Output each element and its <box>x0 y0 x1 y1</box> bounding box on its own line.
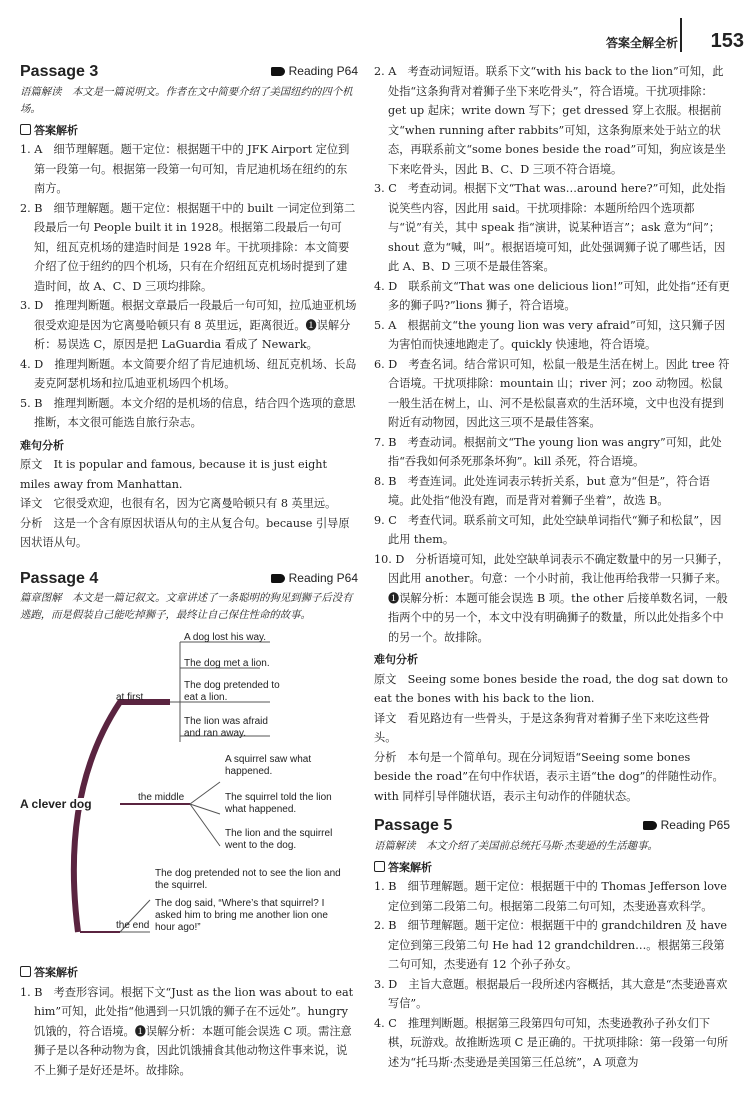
passage-5-answers-heading: 答案解析 <box>374 858 730 878</box>
story-mindmap <box>20 632 358 957</box>
pointing-hand-icon <box>643 821 657 830</box>
passage-3-intro: 语篇解读 本文是一篇说明文。作者在文中简要介绍了美国纽约的四个机场。 <box>20 85 353 115</box>
passage-3-original: 原文 It is popular and famous, because it is just eight miles away from Manhattan. <box>20 458 328 491</box>
passage-5-title-row <box>374 816 730 836</box>
passage-3-answer-4: 4. D 推理判断题。本文简要介绍了肯尼迪机场、纽瓦克机场、长岛麦克阿瑟机场和拉瓜迪亚机场四个机场。 <box>20 357 357 390</box>
mindmap-branch-end: the end <box>116 920 150 931</box>
passage-4-answer-8: 8. B 考查连词。此处连词表示转折关系，but 意为“但是”，符合语境。此处指“他没有跑，而是背对着狮子坐着”，故选 B。 <box>374 474 710 507</box>
mindmap-end-1: The dog pretended not to see the lion and the squirrel. <box>155 868 341 891</box>
passage-3-title: Passage 3 <box>20 63 99 80</box>
passage-4-answer-3: 3. C 考查动词。根据下文“That was…around here?”可知，此处指说笑些内容，因此用 said。干扰项排除：本题所给四个选项都与“说”有关，其中 speak 指“演讲，说某种语言”；ask 意为“问”；shout 意为“喊，叫”。根据语境可知，此处强调狮子说了哪些话，因此 A、B、D 三项不是最佳答案。 <box>374 182 726 273</box>
passage-3-answer-2: 2. B 细节理解题。题干定位：根据题干中的 built 一词定位到第二段最后一句 People built it in 1928。根据第二段最后一句可知，纽瓦克机场的建造时间是 1928 年。干扰项排除：本文简要介绍了位于纽约的四个机场，只有在介绍纽瓦克机场时提到了建造时间，故 A、C、D 三项均排除。 <box>20 201 356 293</box>
passage-3-answer-5: 5. B 推理判断题。本文介绍的是机场的信息，结合四个选项的意思推断，本文很可能选自旅行杂志。 <box>20 396 356 429</box>
pointing-hand-icon <box>271 574 285 583</box>
passage-5-answer-3: 3. D 主旨大意题。根据最后一段所述内容概括，其大意是“杰斐逊喜欢写信”。 <box>374 977 728 1010</box>
passage-4-answer-5: 5. A 根据前文“the young lion was very afraid”可知，这只狮子因为害怕而快速地跑走了。quickly 快速地，符合语境。 <box>374 318 726 351</box>
passage-3-answer-1: 1. A 细节理解题。题干定位：根据题干中的 JFK Airport 定位到第一段第一句。根据第一段第一句可知，肯尼迪机场在纽约的东南方。 <box>20 143 350 195</box>
passage-5-answer-4: 4. C 推理判断题。根据第三段第四句可知，杰斐逊教孙子孙女们下棋，玩游戏。故推断选项 C 是正确的。干扰项排除：第一段第一句所述为“托马斯·杰斐逊是美国第三任总统”，A 项意为 <box>374 1016 729 1069</box>
passage-3-title-row <box>20 62 358 82</box>
mindmap-first-3: The dog pretended to eat a lion. <box>184 680 280 703</box>
header-divider <box>680 18 682 52</box>
page-header <box>0 0 750 52</box>
passage-4-answer-4: 4. D 联系前文“That was one delicious lion!”可知，此处指“还有更多的狮子吗?”lions 狮子，符合语境。 <box>374 279 730 312</box>
right-column <box>374 62 730 1072</box>
passage-4-title: Passage 4 <box>20 569 99 587</box>
passage-4-reading-ref: Reading P64 <box>271 569 358 589</box>
passage-5-reading-ref: Reading P65 <box>643 816 730 836</box>
left-column <box>20 62 358 1080</box>
passage-3-answer-3: 3. D 推理判断题。根据文章最后一段最后一句可知，拉瓜迪亚机场很受欢迎是因为它离曼哈顿只有 8 英里远，距离很近。❶误解分析：易误选 C，原因是把 LaGuardia 看成了 Newark。 <box>20 299 357 351</box>
mindmap-middle-1: A squirrel saw what happened. <box>225 754 312 777</box>
passage-4-original: 原文 Seeing some bones beside the road, the dog sat down to eat the bones with his back to the lion. <box>374 672 729 705</box>
passage-5-intro: 语篇解读 本文介绍了美国前总统托马斯·杰斐逊的生活趣事。 <box>374 839 658 852</box>
lock-icon <box>20 966 31 977</box>
passage-5-answer-1: 1. B 细节理解题。题干定位：根据题干中的 Thomas Jefferson love 定位到第二段第二句。根据第二段第二句可知，杰斐逊喜欢科学。 <box>374 880 727 913</box>
lock-icon <box>374 861 385 872</box>
passage-3-reading-ref: Reading P64 <box>271 62 358 82</box>
passage-4-answer-1: 1. B 考查形容词。根据下文“Just as the lion was about to eat him”可知，此处指“他遇到一只饥饿的狮子在不远处”。hungry 饥饿的，符合语境。❶误解分析：本题可能会误选 C 项。需注意狮子是以各种动物为食，因此饥饿捕食其他动物这件事来说，说不上狮子是好还是坏。故排除。 <box>20 985 354 1077</box>
passage-4-answer-7: 7. B 考查动词。根据前文“The young lion was angry”可知，此处指“吞我如何杀死那条坏狗”。kill 杀死，符合语境。 <box>374 435 722 468</box>
passage-4-translation: 译文 看见路边有一些骨头，于是这条狗背对着狮子坐下来吃这些骨头。 <box>374 711 710 744</box>
passage-5-title: Passage 5 <box>374 817 453 834</box>
passage-4-answer-10: 10. D 分析语境可知，此处空缺单词表示不确定数量中的另一只狮子，因此用 another。句意：一个小时前，我让他再给我带一只狮子来。❶误解分析：本题可能会误选 B 项。the other 后接单数名词，一般指两个中的另一个，本文中没有明确狮子的数量，所以此处指多个中的另一个。故排除。 <box>374 552 729 644</box>
passage-4-difficult-heading: 难句分析 <box>374 653 418 666</box>
passage-3-difficult-heading: 难句分析 <box>20 438 64 452</box>
header-label: 答案全解全析 <box>605 36 678 50</box>
passage-4-analysis: 分析 本句是一个简单句。现在分词短语“Seeing some bones beside the road”在句中作状语，表示主语“the dog”的伴随性动作。with 同样引导伴随状语，表示主句动作的伴随状态。 <box>374 750 724 803</box>
passage-4-title-row <box>20 569 358 589</box>
passage-3-analysis: 分析 这是一个含有原因状语从句的主从复合句。because 引导原因状语从句。 <box>20 516 350 549</box>
passage-4-answer-9: 9. C 考查代词。联系前文可知，此处空缺单词指代“狮子和松鼠”，因此用 them。 <box>374 513 722 546</box>
passage-4-answer-6: 6. D 考查名词。结合常识可知，松鼠一般是生活在树上。因此 tree 符合语境。干扰项排除：mountain 山；river 河；zoo 动物园。松鼠一般生活在树上，山、河不是松鼠喜欢的生活环境，文中也没有提到附近有动物园，因此这三项不是最佳答案。 <box>374 357 730 429</box>
mindmap-branch-first: at first <box>116 692 144 703</box>
mindmap-first-1: A dog lost his way. <box>184 632 267 643</box>
passage-4-answers-heading: 答案解析 <box>20 963 358 983</box>
mindmap-middle-3: The lion and the squirrel went to the dog. <box>225 828 333 851</box>
mindmap-root: A clever dog <box>20 797 92 811</box>
mindmap-first-4: The lion was afraid and ran away. <box>184 716 268 739</box>
page-number: 153 <box>710 30 744 52</box>
lock-icon <box>20 124 31 135</box>
mindmap-middle-2: The squirrel told the lion what happened. <box>225 792 332 815</box>
passage-4-answer-2: 2. A 考查动词短语。联系下文“with his back to the lion”可知，此处指“这条狗背对着狮子坐下来吃骨头”，符合语境。干扰项排除：get up 起床；write down 写下；get dressed 穿上衣服。根据前文“when running after rabbits”可知，这条狗原来处于站立的状态，再联系前文“some bones beside the road”可知，狗应该是坐下来吃骨头，因此 B、C、D 三项不符合语境。 <box>374 65 726 176</box>
passage-3-translation: 译文 它很受欢迎，也很有名，因为它离曼哈顿只有 8 英里远。 <box>20 497 337 510</box>
passage-5-answer-2: 2. B 细节理解题。题干定位：根据题干中的 grandchildren 及 have 定位到第三段第二句 He had 12 grandchildren…。根据第三段第二句可知，杰斐逊有 12 个孙子孙女。 <box>374 919 728 971</box>
passage-3-answers-heading: 答案解析 <box>20 121 358 141</box>
pointing-hand-icon <box>271 67 285 76</box>
mindmap-end-2: The dog said, “Where’s that squirrel? I asked him to bring me another lion one hour ago!” <box>155 898 328 933</box>
mindmap-branch-middle: the middle <box>138 792 185 803</box>
mindmap-first-2: The dog met a lion. <box>184 658 270 669</box>
passage-4-intro: 篇章图解 本文是一篇记叙文。文章讲述了一条聪明的狗见到狮子后没有逃跑，而是假装自己能吃掉狮子，最终让自己保住性命的故事。 <box>20 592 353 621</box>
